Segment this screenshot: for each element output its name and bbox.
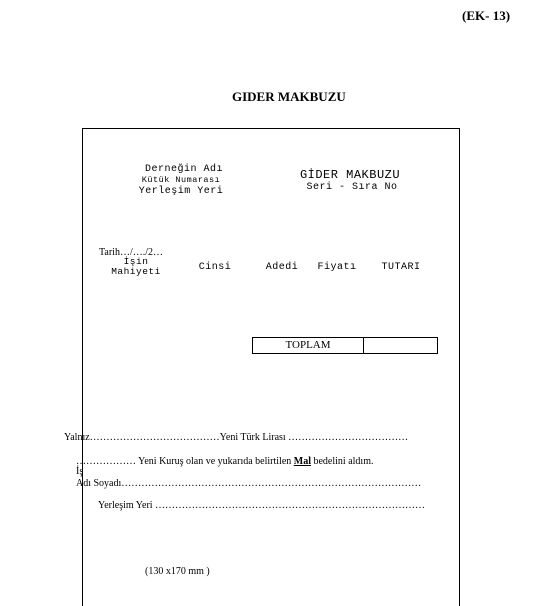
ledger-number-label: Kütük Numarası	[141, 175, 221, 185]
serial-number-label: Seri - Sıra No	[306, 182, 398, 193]
total-value-cell	[364, 338, 437, 353]
goods-word: Mal	[293, 456, 311, 467]
column-header-price: Fiyatı	[317, 262, 357, 273]
total-row	[252, 337, 438, 354]
page-title: GIDER MAKBUZU	[232, 89, 346, 104]
annex-label: (EK- 13)	[462, 8, 511, 23]
kurus-text: Yeni Kuruş olan ve yukarıda belirtilen	[138, 456, 294, 467]
date-field: Tarih…/…./2…	[99, 247, 164, 258]
column-header-type: Cinsi	[198, 262, 232, 273]
is-label: İş	[76, 466, 84, 477]
column-header-quantity: Adedi	[265, 262, 299, 273]
total-label: TOPLAM	[253, 338, 364, 353]
amount-in-words-line: Yalnız…………………………………Yeni Türk Lirası ………………………………	[64, 432, 409, 443]
name-surname-line: Adı Soyadı………………………………………………………………………………	[76, 478, 422, 489]
column-header-nature: İşin Mahiyeti	[111, 256, 161, 277]
address-line: Yerleşim Yeri ………………………………………………………………………	[98, 500, 426, 511]
kurus-blank: ………………	[76, 456, 139, 467]
receipt-form-frame	[82, 128, 460, 606]
org-name-label: Derneğin Adı	[144, 164, 224, 175]
org-address-label: Yerleşim Yeri	[138, 186, 224, 197]
kurus-statement-line	[76, 456, 373, 467]
kurus-end: bedelini aldım.	[310, 456, 374, 467]
receipt-heading: GİDER MAKBUZU	[299, 168, 401, 182]
size-note: (130 x170 mm )	[145, 566, 210, 577]
column-header-total: TUTARI	[381, 262, 421, 273]
